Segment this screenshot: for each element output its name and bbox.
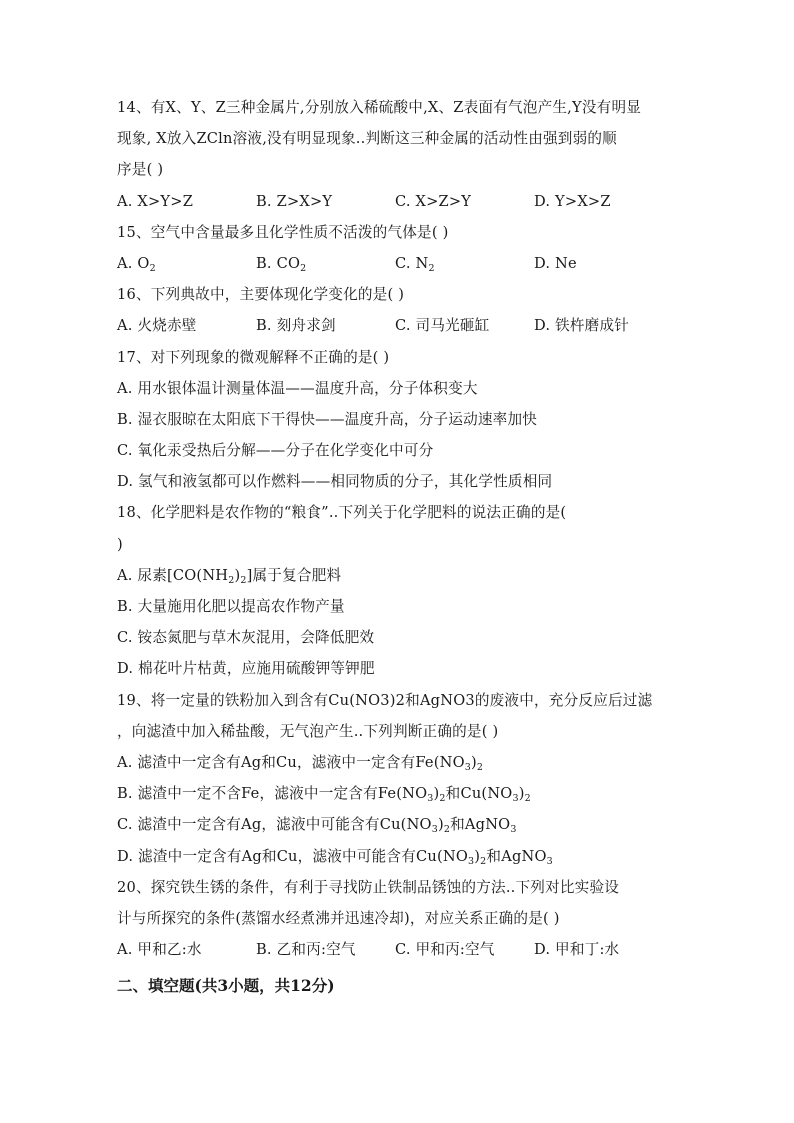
q19-option-c: C. 滤渣中一定含有Ag，滤液中可能含有$Cu(NO_3)_2$和AgNO$_3$ xyxy=(117,816,517,836)
q15-option-b: B. $CO_2$ xyxy=(256,254,307,274)
q16-option-a: A. 火烧赤壁 xyxy=(117,317,197,335)
q17-option-a: A. 用水银体温计测量体温——温度升高，分子体积变大 xyxy=(117,379,478,397)
q17-option-d: D. 氢气和液氢都可以作燃料——相同物质的分子，其化学性质相同 xyxy=(117,473,553,491)
q16-stem: 16、下列典故中，主要体现化学变化的是( ) xyxy=(117,286,405,304)
q19-option-a: A. 滤渣中一定含有Ag和Cu，滤液中一定含有$Fe(NO_3)_2$ xyxy=(117,753,484,773)
q17-option-c: C. 氧化汞受热后分解——分子在化学变化中可分 xyxy=(117,442,434,460)
q14-option-a: A. X>Y>Z xyxy=(117,192,194,210)
q14-line-2: 现象, X放入ZCln溶液,没有明显现象..判断这三种金属的活动性由强到弱的顺 xyxy=(117,130,617,148)
q14-line-3: 序是( ) xyxy=(117,161,164,179)
q20-option-c: C. 甲和丙:空气 xyxy=(395,941,495,959)
q14-option-c: C. X>Z>Y xyxy=(395,192,472,210)
q17-option-b: B. 湿衣服晾在太阳底下干得快——温度升高，分子运动速率加快 xyxy=(117,410,538,428)
q19-line-2: ，向滤渣中加入稀盐酸，无气泡产生..下列判断正确的是( ) xyxy=(117,722,499,740)
q18-line-2: ) xyxy=(117,535,123,553)
q14-options xyxy=(117,186,687,217)
q17-stem: 17、对下列现象的微观解释不正确的是( ) xyxy=(117,348,390,366)
q20-options xyxy=(117,934,687,965)
q19-line-1: 19、将一定量的铁粉加入到含有Cu(NO3)2和AgNO3的废液中，充分反应后过滤 xyxy=(117,691,653,709)
q20-line-2: 计与所探究的条件(蒸馏水经煮沸并迅速冷却)，对应关系正确的是( ) xyxy=(117,909,560,927)
q14-option-b: B. Z>X>Y xyxy=(256,192,333,210)
q19-option-d: D. 滤渣中一定含有Ag和Cu，滤液中可能含有$Cu(NO_3)_2$和AgNO$_3$ xyxy=(117,847,553,867)
exam-page xyxy=(117,92,687,1003)
q14-line-1: 14、有X、Y、Z三种金属片,分别放入稀硫酸中,X、Z表面有气泡产生,Y没有明显 xyxy=(117,99,642,116)
q16-option-b: B. 刻舟求剑 xyxy=(256,317,336,335)
q15-option-a: A. $O_2$ xyxy=(117,254,156,274)
q20-option-b: B. 乙和丙:空气 xyxy=(256,941,356,959)
q20-line-1: 20、探究铁生锈的条件，有利于寻找防止铁制品锈蚀的方法..下列对比实验设 xyxy=(117,878,620,896)
q15-option-c: C. $N_2$ xyxy=(395,254,435,274)
q19-option-b: B. 滤渣中一定不含Fe，滤液中一定含有$Fe(NO_3)_2$和$Cu(NO_3)_2$ xyxy=(117,785,531,805)
q18-option-b: B. 大量施用化肥以提高农作物产量 xyxy=(117,598,345,615)
q20-option-d: D. 甲和丁:水 xyxy=(534,941,620,959)
q18-line-1: 18、化学肥料是农作物的“粮食”..下列关于化学肥料的说法正确的是( xyxy=(117,504,567,522)
q16-option-d: D. 铁杵磨成针 xyxy=(534,317,630,335)
q18-option-d: D. 棉花叶片枯黄，应施用硫酸钾等钾肥 xyxy=(117,660,375,678)
q15-options xyxy=(117,248,687,279)
q18-option-a: A. 尿素$[CO(NH_2)_2]$属于复合肥料 xyxy=(117,566,342,586)
q14-option-d: D. Y>X>Z xyxy=(534,192,611,210)
q20-option-a: A. 甲和乙:水 xyxy=(117,941,202,959)
q16-option-c: C. 司马光砸缸 xyxy=(395,317,490,335)
q16-options xyxy=(117,310,687,341)
q18-option-c: C. 铵态氮肥与草木灰混用，会降低肥效 xyxy=(117,629,375,647)
q15-stem: 15、空气中含量最多且化学性质不活泼的气体是( ) xyxy=(117,223,449,241)
q15-option-d: D. Ne xyxy=(534,254,577,272)
section-heading-fill-in: 二、填空题(共3小题，共12分) xyxy=(117,976,335,996)
